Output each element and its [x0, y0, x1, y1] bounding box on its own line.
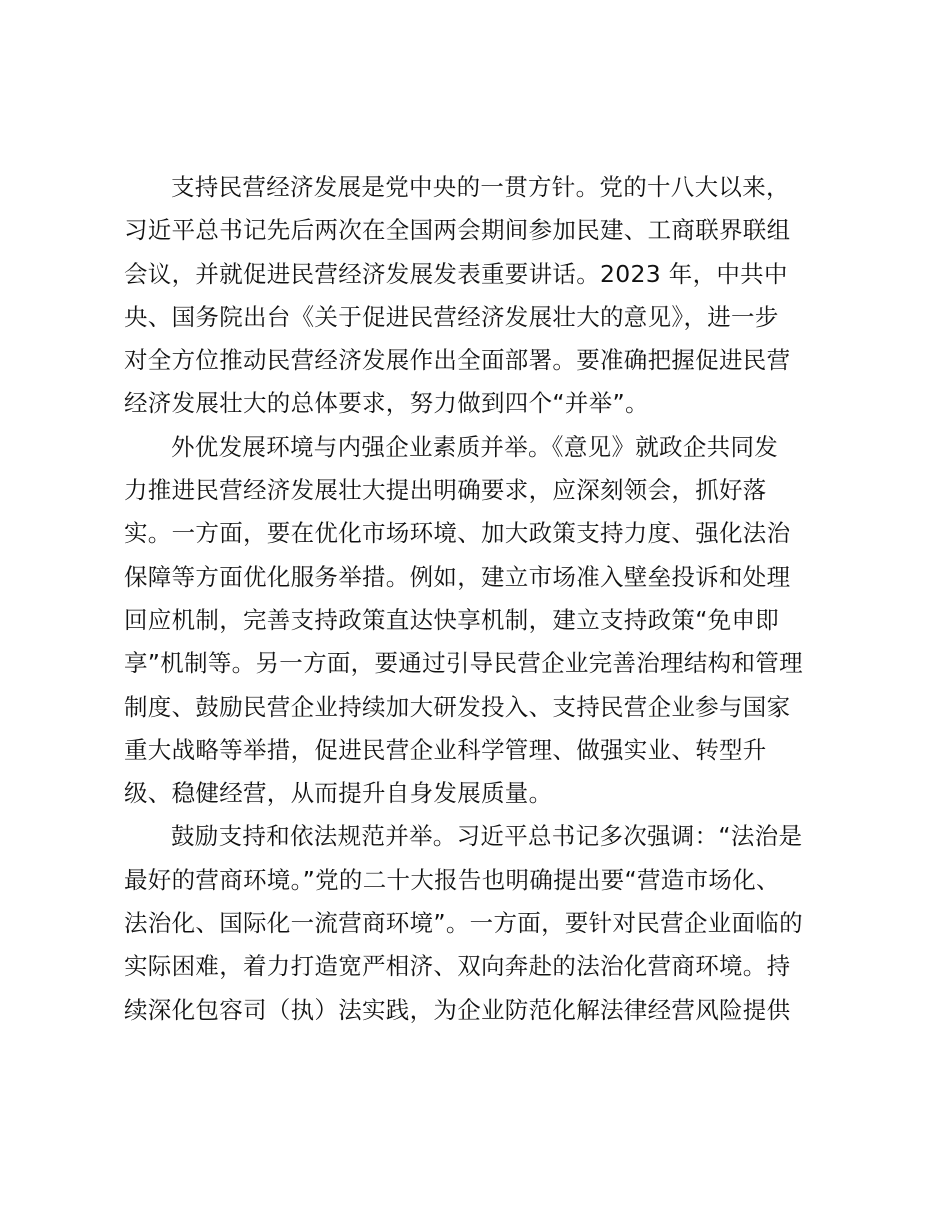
- text-line: 外优发展环境与内强企业素质并举。《意见》就政企共同发: [171, 432, 779, 461]
- text-line: 央、国务院出台《关于促进民营经济发展壮大的意见》，进一步: [124, 302, 779, 331]
- text-line: 力推进民营经济发展壮大提出明确要求，应深刻领会，抓好落: [124, 476, 767, 505]
- text-line: 回应机制，完善支持政策直达快享机制，建立支持政策“免申即: [124, 605, 780, 634]
- text-line: 鼓励支持和依法规范并举。习近平总书记多次强调：“法治是: [171, 822, 803, 851]
- text-line: 保障等方面优化服务举措。例如，建立市场准入壁垒投诉和处理: [124, 562, 791, 591]
- paragraph-1: [124, 166, 836, 426]
- text-line: 法治化、国际化一流营商环境”。一方面，要针对民营企业面临的: [124, 909, 803, 938]
- paragraph-3: [124, 815, 836, 1031]
- text-line: 级、稳健经营，从而提升自身发展质量。: [124, 779, 553, 808]
- paragraph-2: [124, 426, 836, 816]
- text-line: 享”机制等。另一方面，要通过引导民营企业完善治理结构和管理: [124, 649, 803, 678]
- text-line: 对全方位推动民营经济发展作出全面部署。要准确把握促进民营: [124, 346, 791, 375]
- text-line: 实际困难，着力打造宽严相济、双向奔赴的法治化营商环境。持: [124, 952, 791, 981]
- document-body: [124, 166, 836, 1032]
- text-line: 支持民营经济发展是党中央的一贯方针。党的十八大以来，: [171, 173, 790, 201]
- text-line: 重大战略等举措，促进民营企业科学管理、做强实业、转型升: [124, 735, 767, 764]
- text-line: 续深化包容司（执）法实践，为企业防范化解法律经营风险提供: [124, 995, 791, 1024]
- text-line: 最好的营商环境。”党的二十大报告也明确提出要“营造市场化、: [124, 865, 780, 894]
- text-line: 会议，并就促进民营经济发展发表重要讲话。2023 年，中共中: [124, 259, 788, 288]
- text-line: 制度、鼓励民营企业持续加大研发投入、支持民营企业参与国家: [124, 692, 791, 721]
- text-line: 实。一方面，要在优化市场环境、加大政策支持力度、强化法治: [124, 519, 791, 548]
- text-line: 习近平总书记先后两次在全国两会期间参加民建、工商联界联组: [124, 216, 791, 245]
- text-line: 经济发展壮大的总体要求，努力做到四个“并举”。: [124, 389, 649, 418]
